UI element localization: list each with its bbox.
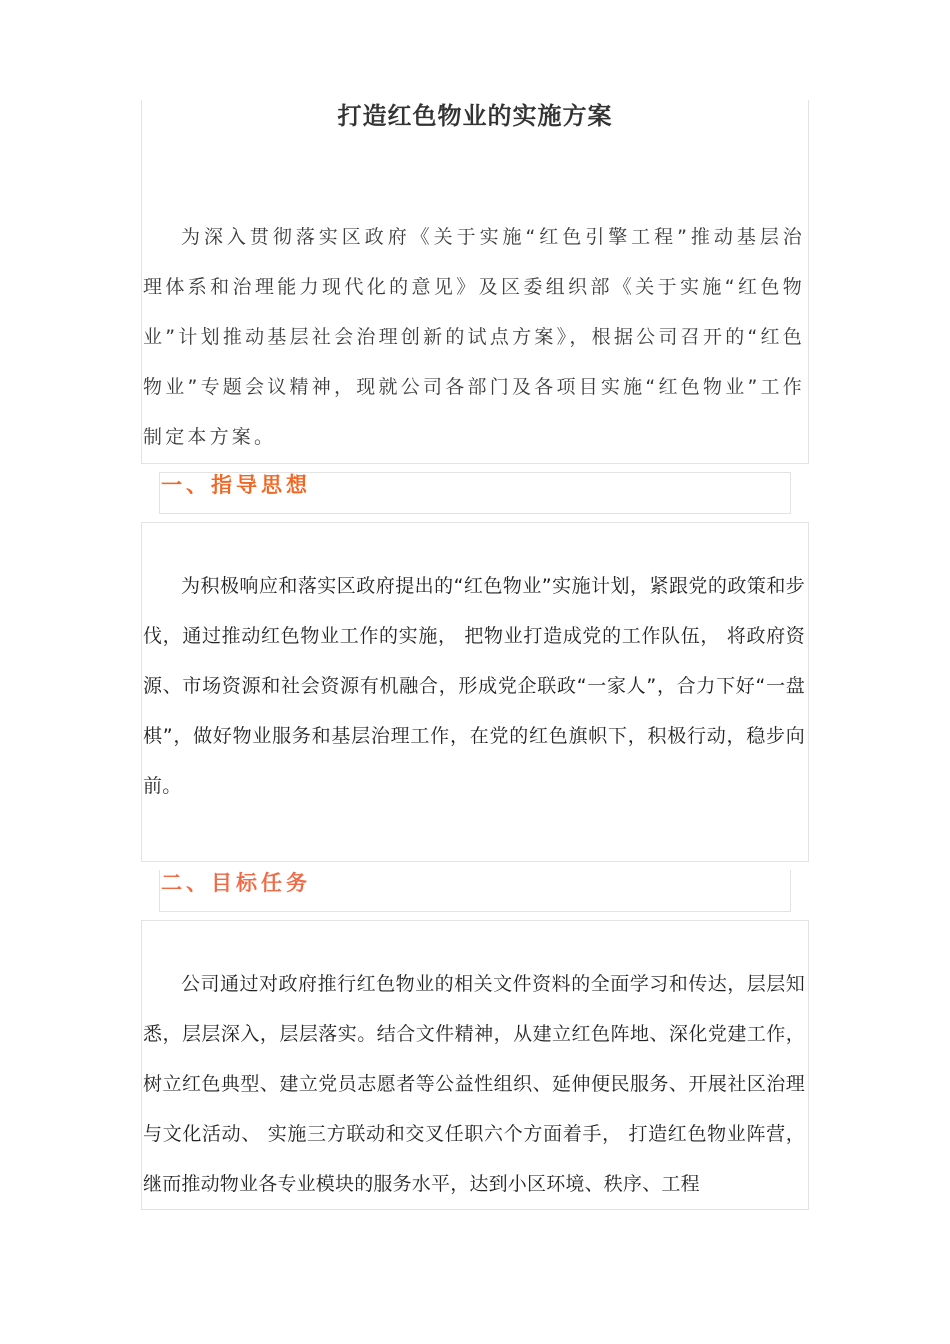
section-1-paragraph: 为积极响应和落实区政府提出的“红色物业”实施计划，紧跟党的政策和步伐，通过推动红色物业工作的实施， 把物业打造成党的工作队伍， 将政府资源、市场资源和社会资源有机融合，形成党企联政“一家人”，合力下好“一盘棋”，做好物业服务和基层治理工作，在党的红色旗帜下，积极行动，稳步向前。 — [143, 575, 805, 797]
section-1-heading: 一、指导思想 — [161, 473, 311, 497]
document-title: 打造红色物业的实施方案 — [337, 102, 613, 130]
intro-paragraph: 为深入贯彻落实区政府《关于实施“红色引擎工程”推动基层治理体系和治理能力现代化的意见》及区委组织部《关于实施“红色物业”计划推动基层社会治理创新的试点方案》，根据公司召开的“红色物业”专题会议精神，现就公司各部门及各项目实施“红色物业”工作制定本方案。 — [143, 226, 805, 448]
section-2-heading: 二、目标任务 — [161, 871, 311, 895]
section-2-paragraph: 公司通过对政府推行红色物业的相关文件资料的全面学习和传达，层层知悉，层层深入，层层落实。结合文件精神，从建立红色阵地、深化党建工作，树立红色典型、建立党员志愿者等公益性组织、延伸便民服务、开展社区治理与文化活动、 实施三方联动和交叉任职六个方面着手， 打造红色物业阵营，继而推动物业各专业模块的服务水平，达到小区环境、秩序、工程 — [143, 973, 805, 1195]
